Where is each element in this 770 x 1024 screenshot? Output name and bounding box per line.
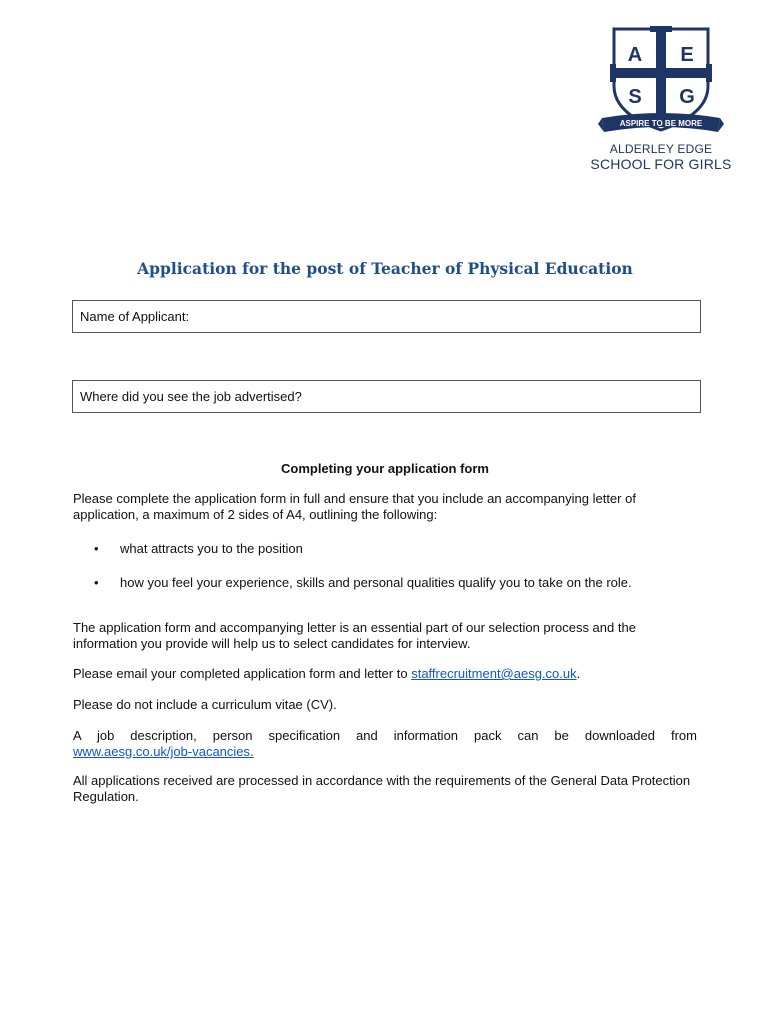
school-name-line1: ALDERLEY EDGE xyxy=(609,142,713,156)
school-logo xyxy=(584,26,738,176)
cv-paragraph: Please do not include a curriculum vitae (CV). xyxy=(73,697,337,712)
email-text: Please email your completed application form and letter to xyxy=(73,666,408,681)
email-suffix: . xyxy=(576,666,581,681)
intro-paragraph: Please complete the application form in full and ensure that you include an accompanying letter of application, a maximum of 2 sides of A4, outlining the following: xyxy=(73,491,636,522)
crest-letter-a: A xyxy=(627,44,643,66)
school-crest-icon xyxy=(598,26,724,138)
job-advert-source-field[interactable] xyxy=(72,380,701,413)
document-title: Application for the post of Teacher of Physical Education xyxy=(137,259,633,278)
crest-letter-g: G xyxy=(679,86,695,108)
bullet-icon: • xyxy=(94,541,99,556)
crest-letter-s: S xyxy=(628,86,642,108)
crest-motto: ASPIRE TO BE MORE xyxy=(619,119,703,128)
applicant-name-field[interactable] xyxy=(72,300,701,333)
school-name-line2: SCHOOL FOR GIRLS xyxy=(590,156,732,172)
job-advert-source-label: Where did you see the job advertised? xyxy=(80,389,302,404)
email-paragraph xyxy=(73,666,697,682)
email-link[interactable]: staffrecruitment@aesg.co.uk xyxy=(411,666,577,681)
download-paragraph: A job description, person specification and information pack can be downloaded from xyxy=(73,728,697,743)
section-heading: Completing your application form xyxy=(280,461,489,476)
job-vacancies-link[interactable]: www.aesg.co.uk/job-vacancies. xyxy=(73,744,254,759)
list-item-text: what attracts you to the position xyxy=(120,541,303,556)
list-item-text: how you feel your experience, skills and personal qualities qualify you to take on the role. xyxy=(120,575,632,590)
bullet-icon: • xyxy=(94,575,99,590)
download-link-line xyxy=(73,744,697,760)
applicant-name-label: Name of Applicant: xyxy=(80,309,190,324)
gdpr-paragraph: All applications received are processed in accordance with the requirements of the General Data Protection Regulation. xyxy=(73,773,691,804)
selection-paragraph: The application form and accompanying letter is an essential part of our selection process and the information you provide will help us to select candidates for interview. xyxy=(73,620,636,651)
list-item xyxy=(94,541,303,557)
crest-letter-e: E xyxy=(680,44,694,66)
list-item xyxy=(94,575,632,591)
